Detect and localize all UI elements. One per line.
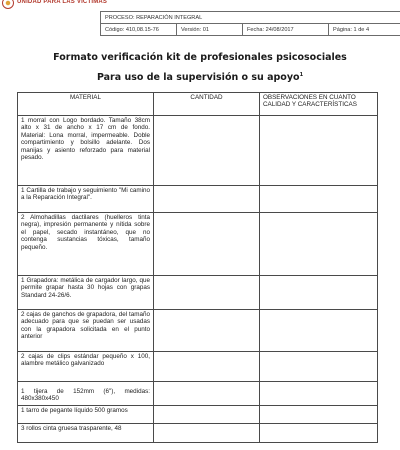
process-cell: PROCESO: REPARACIÓN INTEGRAL xyxy=(101,12,400,24)
quantity-cell[interactable] xyxy=(154,424,260,443)
material-cell: 1 tijera de 152mm (6"), medidas: 480x380x450 xyxy=(18,382,154,406)
table-row xyxy=(18,352,378,382)
material-cell: 3 rollos cinta gruesa trasparente, 48 xyxy=(18,424,154,443)
observations-cell[interactable] xyxy=(260,424,378,443)
quantity-cell[interactable] xyxy=(154,406,260,424)
material-cell: 1 tarro de pegante líquido 500 gramos xyxy=(18,406,154,424)
footnote-mark: 1 xyxy=(299,72,304,78)
observations-column-header: OBSERVACIONES EN CUANTO CALIDAD Y CARACTERÍSTICAS xyxy=(260,93,378,116)
table-header-row xyxy=(18,93,378,116)
quantity-cell[interactable] xyxy=(154,276,260,310)
table-row xyxy=(18,276,378,310)
subtitle-text: Para uso de la supervisión o su apoyo xyxy=(96,72,300,84)
document-title: Formato verificación kit de profesionales psicosociales xyxy=(53,52,347,63)
date-cell: Fecha: 24/08/2017 xyxy=(243,24,329,36)
material-cell: 2 cajas de ganchos de grapadora, del tamaño adecuado para que se puedan ser usadas con la grapadora solicitada en el punto anterior xyxy=(18,310,154,352)
table-row xyxy=(18,406,378,424)
quantity-cell[interactable] xyxy=(154,382,260,406)
observations-cell[interactable] xyxy=(260,406,378,424)
quantity-cell[interactable] xyxy=(154,116,260,186)
table-row xyxy=(18,213,378,276)
logo-text: UNIDAD PARA LAS VÍCTIMAS xyxy=(17,0,108,5)
quantity-cell[interactable] xyxy=(154,352,260,382)
code-cell: Código: 410,08.15-76 xyxy=(101,24,177,36)
material-cell: 1 Cartilla de trabajo y seguimiento "Mi camino a la Reparación Integral". xyxy=(18,186,154,213)
observations-cell[interactable] xyxy=(260,186,378,213)
document-subtitle xyxy=(0,72,400,83)
page-number-cell: Página: 1 de 4 xyxy=(329,24,400,36)
material-column-header: MATERIAL xyxy=(18,93,154,116)
material-cell: 2 Almohadillas dactilares (huelleros tinta negra), impresión permanente y nítida sobre el papel, secado instantáneo, que no contenga sustancias tóxicas, tamaño pequeño. xyxy=(18,213,154,276)
document-header xyxy=(0,0,400,11)
observations-cell[interactable] xyxy=(260,276,378,310)
quantity-cell[interactable] xyxy=(154,213,260,276)
table-row xyxy=(18,424,378,443)
table-row xyxy=(18,310,378,352)
header-info-table xyxy=(100,11,400,36)
table-row xyxy=(18,382,378,406)
kit-verification-table xyxy=(17,92,378,443)
observations-cell[interactable] xyxy=(260,352,378,382)
table-row xyxy=(18,116,378,186)
material-cell: 1 Grapadora: metálica de cargador largo, que permite grapar hasta 30 hojas con grapas Standard 24-26/6. xyxy=(18,276,154,310)
table-row xyxy=(18,186,378,213)
version-cell: Versión: 01 xyxy=(177,24,243,36)
quantity-cell[interactable] xyxy=(154,310,260,352)
observations-cell[interactable] xyxy=(260,116,378,186)
quantity-cell[interactable] xyxy=(154,186,260,213)
material-cell: 1 morral con Logo bordado. Tamaño 38cm alto x 31 de ancho x 17 cm de fondo. Material: Lona morral, impermeable. Doble compartimiento y bolsillo adelante. Dos manijas y asiento reforzado para material pesado. xyxy=(18,116,154,186)
observations-cell[interactable] xyxy=(260,213,378,276)
observations-cell[interactable] xyxy=(260,310,378,352)
material-cell: 2 cajas de clips estándar pequeño x 100, alambre metálico galvanizado xyxy=(18,352,154,382)
observations-cell[interactable] xyxy=(260,382,378,406)
logo-icon xyxy=(2,0,14,9)
quantity-column-header: CANTIDAD xyxy=(154,93,260,116)
